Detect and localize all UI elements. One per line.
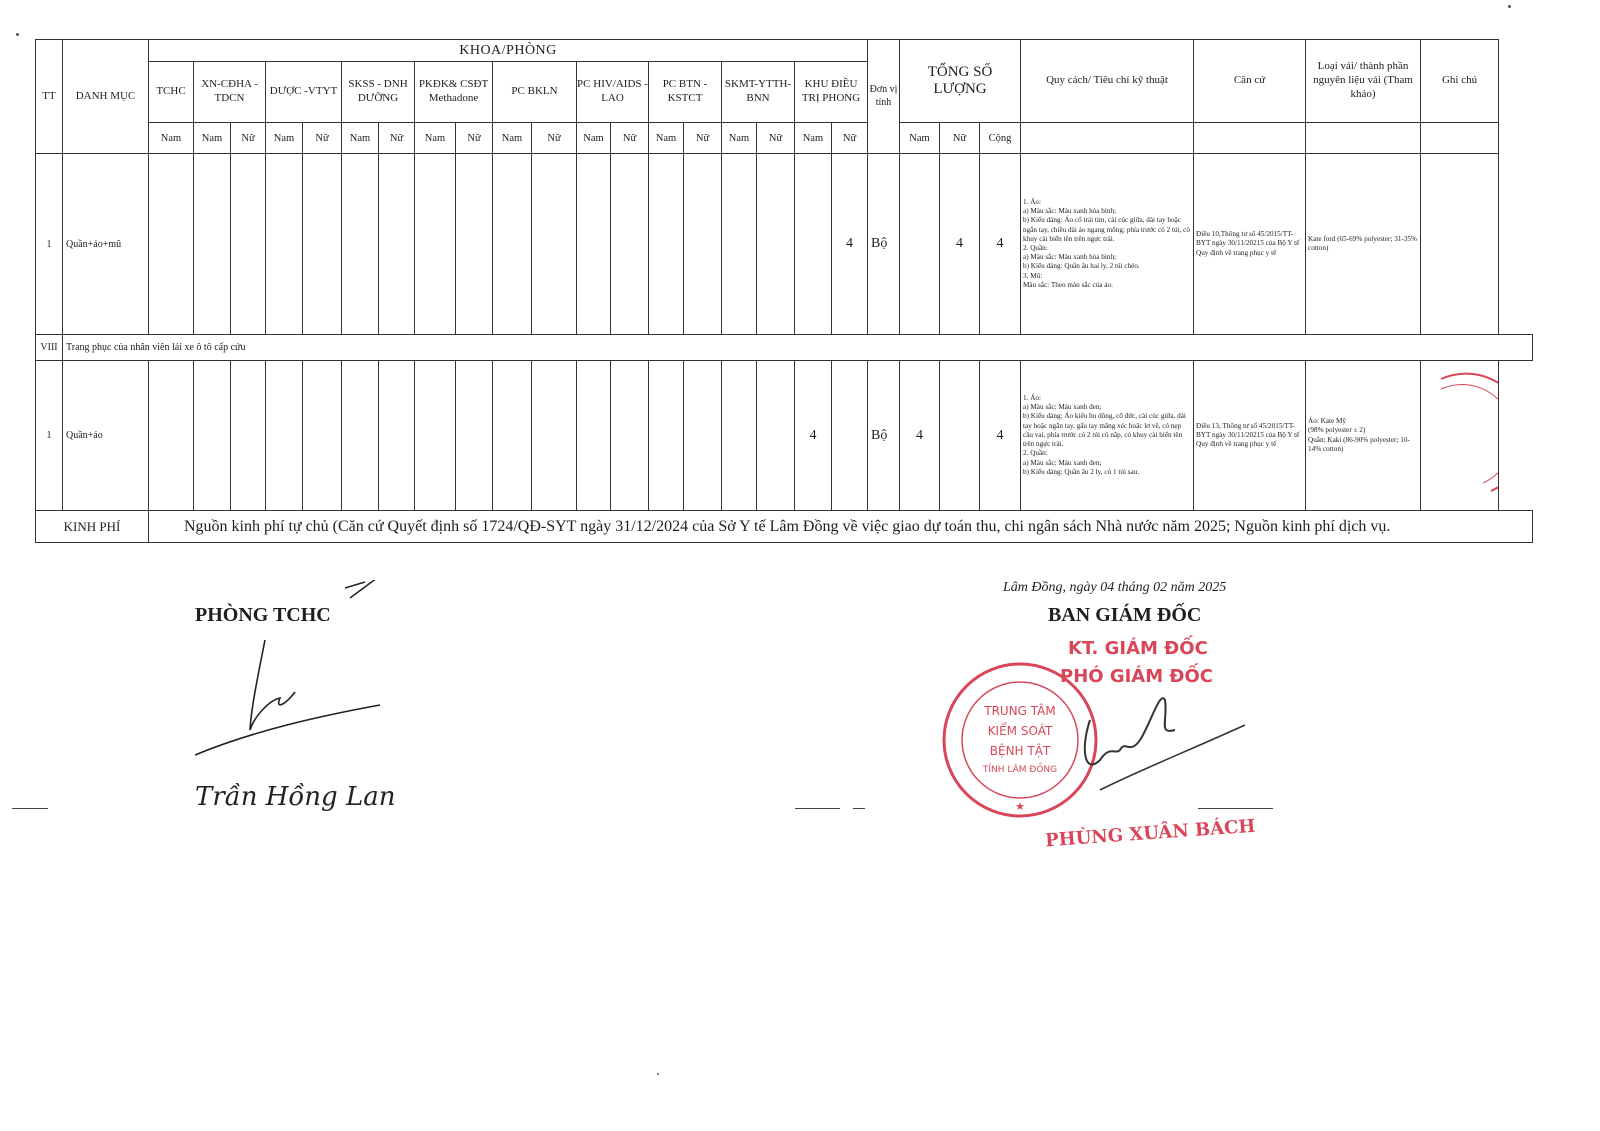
- khu-dieu-tri-nam: 4: [795, 361, 832, 511]
- sub-nu: Nữ: [832, 123, 868, 154]
- table-row: [36, 154, 1533, 335]
- don-vi: Bộ: [868, 154, 900, 335]
- sub-tong-nu: Nữ: [940, 123, 980, 154]
- scan-speck: [16, 33, 19, 36]
- sub-nu: Nữ: [684, 123, 722, 154]
- sub-nu: Nữ: [611, 123, 649, 154]
- col-don-vi-tinh: Đơn vị tính: [868, 40, 900, 154]
- tong-nu: 4: [940, 154, 980, 335]
- sub-nam: Nam: [795, 123, 832, 154]
- sub-nam: Nam: [649, 123, 684, 154]
- signature-date: Lâm Đồng, ngày 04 tháng 02 năm 2025: [1003, 580, 1227, 595]
- dept-bkln: PC BKLN: [493, 62, 577, 123]
- sub-nu: Nữ: [303, 123, 342, 154]
- tong-cong: 4: [980, 154, 1021, 335]
- dept-xn: XN-CĐHA -TDCN: [194, 62, 266, 123]
- sub-nam: Nam: [266, 123, 303, 154]
- sub-nu: Nữ: [379, 123, 415, 154]
- dept-duoc: DƯỢC -VTYT: [266, 62, 342, 123]
- col-tong-so-luong: TỔNG SỐ LƯỢNG: [900, 40, 1021, 123]
- svg-text:TỈNH LÂM ĐỒNG: TỈNH LÂM ĐỒNG: [982, 765, 1058, 775]
- sub-nu: Nữ: [456, 123, 493, 154]
- svg-text:★: ★: [1015, 800, 1025, 813]
- dept-skss: SKSS - DNH DƯỠNG: [342, 62, 415, 123]
- section-code: VIII: [36, 335, 63, 361]
- sub-nam: Nam: [342, 123, 379, 154]
- don-vi: Bộ: [868, 361, 900, 511]
- col-loai-vai: Loại vải/ thành phần nguyên liệu vải (Tham khảo): [1306, 40, 1421, 123]
- tong-nam: 4: [900, 361, 940, 511]
- row-danh-muc: Quần+áo+mũ: [63, 154, 149, 335]
- sub-nu: Nữ: [757, 123, 795, 154]
- scan-mark: [12, 808, 48, 809]
- col-ghi-chu: Ghi chú: [1421, 40, 1499, 123]
- ghi-chu-cell: [1421, 361, 1499, 511]
- dept-btn: PC BTN - KSTCT: [649, 62, 722, 123]
- col-danh-muc: DANH MỤC: [63, 40, 149, 154]
- spec-cell: 1. Áo: a) Màu sắc: Màu xanh hòa bình; b) Kiểu dáng: Áo cổ trái tim, cài cúc giữa, dài tay hoặc ngắn tay, chiều dài áo ngang mông; phía trước có 2 túi, có khuy cài biển tên trên ngực trái. 2. Quần: a) Màu sắc: Màu xanh hòa bình; b) Kiểu dáng: Quần âu hai ly, 2 túi chéo. 3. Mũ: Màu sắc: Theo màu sắc của áo.: [1021, 154, 1194, 335]
- row-tt: 1: [36, 361, 63, 511]
- kt-giam-doc: KT. GIÁM ĐỐC: [1068, 638, 1208, 659]
- pho-giam-doc: PHÓ GIÁM ĐỐC: [1060, 666, 1213, 687]
- dept-hiv: PC HIV/AIDS - LAO: [577, 62, 649, 123]
- dept-tchc: TCHC: [149, 62, 194, 123]
- dept-pkdk: PKĐK& CSĐT Methadone: [415, 62, 493, 123]
- sub-nam: Nam: [149, 123, 194, 154]
- handwritten-signature-right-icon: [1070, 680, 1250, 800]
- svg-text:KIỂM SOÁT: KIỂM SOÁT: [987, 724, 1053, 738]
- can-cu-cell: Điều 10,Thông tư số 45/2015/TT-BYT ngày 30/11/20215 của Bộ Y tế Quy định về trang phục y tế: [1194, 154, 1306, 335]
- khu-dieu-tri-nu: 4: [832, 154, 868, 335]
- sub-nu: Nữ: [231, 123, 266, 154]
- uniform-table: [35, 39, 1533, 543]
- col-quy-cach: Quy cách/ Tiêu chí kỹ thuật: [1021, 40, 1194, 123]
- handwritten-signature-left-icon: [195, 580, 455, 830]
- sub-nam: Nam: [194, 123, 231, 154]
- svg-text:Trần Hồng Lan: Trần Hồng Lan: [195, 782, 396, 812]
- sub-nu: Nữ: [532, 123, 577, 154]
- scan-speck: [657, 1073, 659, 1075]
- left-signature-title: PHÒNG TCHC: [195, 604, 331, 626]
- scan-mark: [1198, 808, 1273, 809]
- sub-tong-cong: Cộng: [980, 123, 1021, 154]
- scan-mark: [795, 808, 840, 809]
- col-khoa-phong: KHOA/PHÒNG: [149, 40, 868, 62]
- svg-text:TRUNG TÂM: TRUNG TÂM: [984, 704, 1056, 718]
- loai-vai-cell: Kate ford (65-69% polyester; 31-35% cotton): [1306, 154, 1421, 335]
- kinh-phi-text: Nguồn kinh phí tự chủ (Căn cứ Quyết định số 1724/QĐ-SYT ngày 31/12/2024 của Sở Y tế Lâm Đồng về việc giao dự toán thu, chi ngân sách Nhà nước năm 2025; Nguồn kinh phí dịch vụ.: [149, 511, 1533, 543]
- scan-speck: [1508, 5, 1511, 8]
- partial-stamp-icon: [1421, 361, 1499, 511]
- sub-nam: Nam: [722, 123, 757, 154]
- section-row: [36, 335, 1533, 361]
- tong-cong: 4: [980, 361, 1021, 511]
- sub-nam: Nam: [493, 123, 532, 154]
- col-can-cu: Căn cứ: [1194, 40, 1306, 123]
- spec-cell: 1. Áo: a) Màu sắc: Màu xanh đen; b) Kiểu dáng: Áo kiểu bu dông, cổ đức, cài cúc giữa, dài tay hoặc ngắn tay, gấu tay măng xéc hoặc lơ vê, có nẹp cầu vai, phía trước có 2 túi có nắp, có khuy cài biển tên trên ngực trái. 2. Quần: a) Màu sắc: Màu xanh đen; b) Kiểu dáng: Quần âu 2 ly, có 1 túi sau.: [1021, 361, 1194, 511]
- row-danh-muc: Quần+áo: [63, 361, 149, 511]
- right-signature-title: BAN GIÁM ĐỐC: [1048, 604, 1202, 626]
- can-cu-cell: Điều 13, Thông tư số 45/2015/TT-BYT ngày 30/11/20215 của Bộ Y tế Quy định về trang phục y tế: [1194, 361, 1306, 511]
- table-row: [36, 361, 1533, 511]
- section-title: Trang phục của nhân viên lái xe ô tô cấp cứu: [63, 335, 1533, 361]
- svg-text:BỆNH TẬT: BỆNH TẬT: [989, 744, 1051, 758]
- sub-tong-nam: Nam: [900, 123, 940, 154]
- scan-mark: [853, 808, 865, 809]
- kinh-phi-row: [36, 511, 1533, 543]
- sub-nam: Nam: [415, 123, 456, 154]
- dept-skmt: SKMT-YTTH-BNN: [722, 62, 795, 123]
- col-tt: TT: [36, 40, 63, 154]
- dept-khu-dieu-tri: KHU ĐIỀU TRỊ PHONG: [795, 62, 868, 123]
- row-tt: 1: [36, 154, 63, 335]
- loai-vai-cell: Áo: Kate Mỹ (98% polyester ± 2) Quần: Kaki (86-90% polyester; 10-14% cotton): [1306, 361, 1421, 511]
- sub-nam: Nam: [577, 123, 611, 154]
- signer-name: PHÙNG XUÂN BÁCH: [1044, 815, 1257, 852]
- kinh-phi-label: KINH PHÍ: [36, 511, 149, 543]
